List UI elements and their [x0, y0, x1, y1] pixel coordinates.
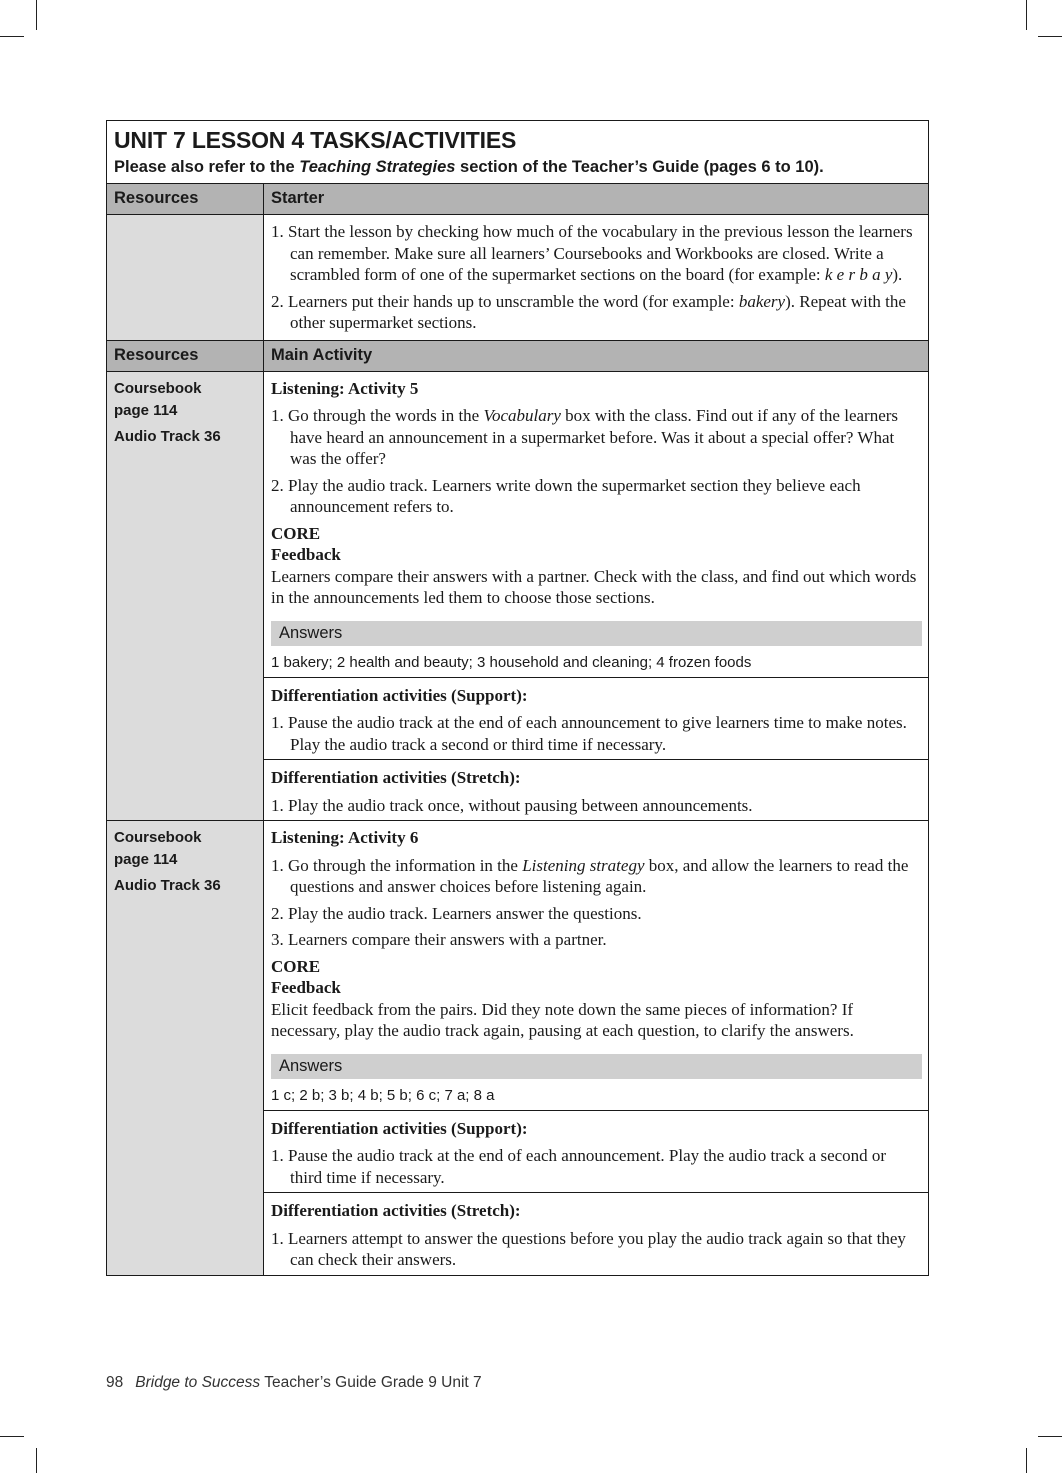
activity-5-content-cell: [264, 371, 929, 677]
support-heading: Differentiation activities (Support):: [271, 1118, 528, 1138]
footer-text: Teacher’s Guide Grade 9 Unit 7: [260, 1374, 482, 1391]
crop-mark: [0, 1436, 24, 1437]
activity-6-resources-cell: [107, 821, 264, 1276]
feedback-label: Feedback: [271, 545, 341, 564]
scrambled-word: k e r b a y: [824, 265, 893, 284]
title-cell: [107, 121, 929, 184]
support-step-1: 1. Pause the audio track at the end of each announcement. Play the audio track a second or third time if necessary.: [271, 1146, 887, 1187]
starter-content-cell: [264, 215, 929, 341]
activity-6-heading: Listening: Activity 6: [271, 828, 419, 847]
activity-5-row: [107, 371, 929, 677]
example-word: bakery: [738, 291, 786, 311]
title-row: [107, 121, 929, 184]
starter-row: [107, 215, 929, 341]
crop-mark: [0, 36, 24, 37]
activity-6-step-1: 1. Go through the information in the Listening strategy box, and allow the learners to read the questions and answer choices before listening again.: [271, 855, 909, 896]
starter-column-header: Starter: [264, 184, 929, 215]
activity-5-stretch-cell: [264, 760, 929, 821]
crop-mark: [36, 0, 37, 30]
crop-mark: [1038, 36, 1062, 37]
subtitle-text: section of the Teacher’s Guide (pages 6 to 10).: [455, 158, 824, 176]
answers-text: 1 c; 2 b; 3 b; 4 b; 5 b; 6 c; 7 a; 8 a: [271, 1086, 495, 1104]
subtitle-text: Please also refer to the: [114, 158, 300, 176]
activity-5-step-1: 1. Go through the words in the Vocabulary box with the class. Find out if any of the learners have heard an announcement in a supermarket before. Was it about a special offer? What was the offer?: [271, 406, 899, 468]
activity-6-content-cell: [264, 821, 929, 1111]
crop-mark: [36, 1448, 37, 1473]
page-title: UNIT 7 LESSON 4 TASKS/ACTIVITIES: [114, 127, 517, 153]
strategy-term: Listening strategy: [522, 855, 645, 875]
book-title: Bridge to Success: [135, 1374, 261, 1391]
stretch-heading: Differentiation activities (Stretch):: [271, 768, 521, 787]
resource-page: page 114: [114, 401, 178, 419]
stretch-step-1: 1. Learners attempt to answer the questions before you play the audio track again so that they can check their answers.: [271, 1228, 906, 1269]
core-label: CORE: [271, 523, 321, 543]
crop-mark: [1026, 1448, 1027, 1473]
activity-5-resources-cell: [107, 371, 264, 821]
starter-resources-cell: [107, 215, 264, 341]
activity-5-heading: Listening: Activity 5: [271, 378, 419, 398]
page-number: 98: [106, 1374, 124, 1391]
feedback-text: Learners compare their answers with a partner. Check with the class, and find out which words in the announcements led them to choose those sections.: [271, 566, 917, 607]
crop-mark: [1026, 0, 1027, 30]
resources-column-header: Resources: [107, 340, 264, 371]
resource-page: page 114: [114, 851, 178, 868]
stretch-step-1: 1. Play the audio track once, without pausing between announcements.: [271, 795, 753, 815]
activity-6-step-2: 2. Play the audio track. Learners answer the questions.: [271, 903, 642, 923]
feedback-label: Feedback: [271, 978, 341, 997]
answers-bar: Answers: [271, 621, 922, 646]
stretch-heading: Differentiation activities (Stretch):: [271, 1201, 521, 1220]
resource-coursebook: Coursebook: [114, 379, 202, 397]
subtitle-emphasis: Teaching Strategies: [299, 158, 456, 176]
crop-mark: [1038, 1436, 1062, 1437]
starter-header-row: [107, 184, 929, 215]
support-heading: Differentiation activities (Support):: [271, 685, 528, 705]
resource-audio-track: Audio Track 36: [114, 427, 221, 445]
core-label: CORE: [271, 956, 321, 976]
resource-audio-track: Audio Track 36: [114, 877, 221, 894]
activity-6-support-cell: [264, 1110, 929, 1193]
starter-step-1: 1. Start the lesson by checking how much of the vocabulary in the previous lesson the learners can remember. Make sure all learners’ Coursebooks and Workbooks are closed. Write a scrambled form of one of the supermarket sections on the board (for example: k e r b a y).: [271, 222, 913, 284]
activity-5-step-2: 2. Play the audio track. Learners write down the supermarket section they believe each announcement refers to.: [271, 475, 861, 516]
activity-6-stretch-cell: [264, 1193, 929, 1276]
answers-bar: Answers: [271, 1054, 922, 1079]
vocabulary-term: Vocabulary: [483, 406, 561, 425]
answers-text: 1 bakery; 2 health and beauty; 3 household and cleaning; 4 frozen foods: [271, 653, 752, 671]
page-subtitle: [114, 155, 921, 179]
starter-step-2: 2. Learners put their hands up to unscramble the word (for example: bakery). Repeat with the other supermarket sections.: [271, 291, 906, 332]
lesson-table: [106, 120, 929, 1276]
support-step-1: 1. Pause the audio track at the end of each announcement to give learners time to make notes. Play the audio track a second or third time if necessary.: [271, 713, 907, 754]
feedback-text: Elicit feedback from the pairs. Did they note down the same pieces of information? If necessary, play the audio track again, pausing at each question, to clarify the answers.: [271, 999, 854, 1040]
activity-6-row: [107, 821, 929, 1111]
activity-5-support-cell: [264, 677, 929, 760]
page-footer: [106, 1374, 482, 1392]
main-header-row: [107, 340, 929, 371]
main-activity-column-header: Main Activity: [264, 340, 929, 371]
resource-coursebook: Coursebook: [114, 829, 202, 846]
activity-6-step-3: 3. Learners compare their answers with a partner.: [271, 930, 607, 949]
resources-column-header: Resources: [107, 184, 264, 215]
